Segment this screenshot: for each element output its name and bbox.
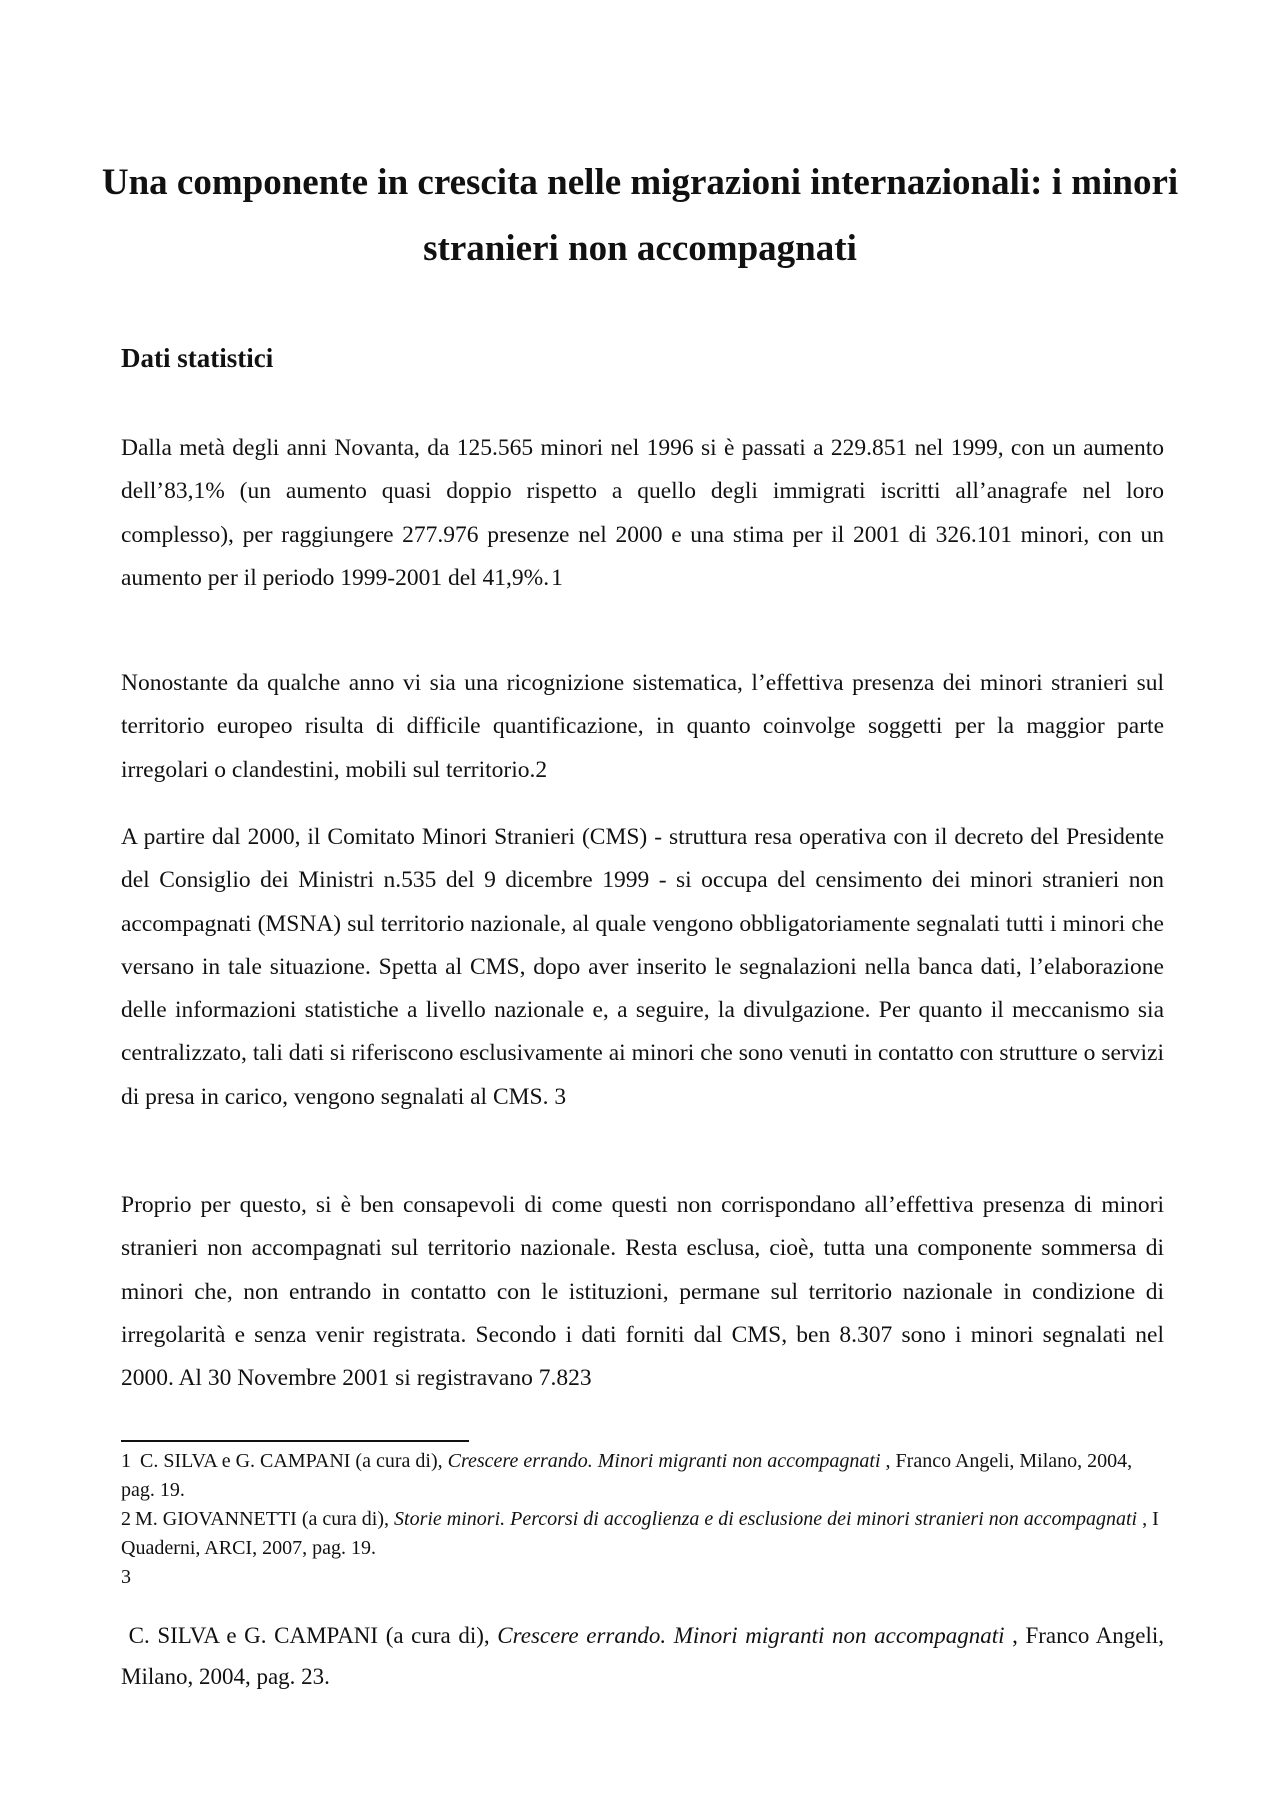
footnote [121,1505,1164,1563]
footnote-work-title: Crescere errando. Minori migranti non accompagnati [497,1623,1005,1648]
paragraph-text: Dalla metà degli anni Novanta, da 125.565 minori nel 1996 si è passati a 229.851 nel 1999, con un aumento dell’83,1% (un aumento quasi doppio rispetto a quello degli immigrati iscritti all’anagrafe nel loro complesso), per raggiungere 277.976 presenze nel 2000 e una stima per il 2001 di 326.101 minori, con un aumento per il periodo 1999-2001 del 41,9%. [121,435,1164,591]
footnote-reference: 2 [535,756,548,783]
footnote-publication: , Franco Angeli, Milano, 2004, pag. 19. [121,1450,1133,1501]
footnote [121,1615,1164,1697]
footnote-publication: , Franco Angeli, Milano, 2004, pag. 23. [121,1623,1165,1689]
document-title: Una componente in crescita nelle migrazioni internazionali: i minori stranieri non accompagnati [101,162,1179,269]
footnote-work-title: Crescere errando. Minori migranti non accompagnati [447,1450,881,1472]
paragraph-text: Nonostante da qualche anno vi sia una ricognizione sistematica, l’effettiva presenza dei minori stranieri sul territorio europeo risulta di difficile quantificazione, in quanto coinvolge soggetti per la maggior parte irregolari o clandestini, mobili sul territorio. [121,670,1164,783]
paragraph [121,1184,1164,1400]
paragraph [121,662,1164,792]
footnote-reference: 3 [554,1083,567,1110]
footnote-number: 3 [121,1566,131,1588]
paragraph-text: Proprio per questo, si è ben consapevoli di come questi non corrispondano all’effettiva presenza di minori stranieri non accompagnati sul territorio nazionale. Resta esclusa, cioè, tutta una componente sommersa di minori che, non entrando in contatto con le istituzioni, permane sul territorio nazionale in condizione di irregolarità e senza venir registrata. Secondo i dati forniti dal CMS, ben 8.307 sono i minori segnalati nel 2000. Al 30 Novembre 2001 si registravano 7.823 [121,1192,1164,1392]
footnote-number: 1 [121,1450,131,1472]
footnote-reference: 1 [551,564,563,591]
footnote [121,1447,1164,1505]
section-heading: Dati statistici [121,343,274,373]
footnote-separator [121,1440,469,1442]
footnote-authors: C. SILVA e G. CAMPANI (a cura di), [128,1623,490,1648]
paragraph [121,816,1164,1119]
paragraph-text: A partire dal 2000, il Comitato Minori Stranieri (CMS) - struttura resa operativa con il decreto del Presidente del Consiglio dei Ministri n.535 del 9 dicembre 1999 - si occupa del censimento dei minori stranieri non accompagnati (MSNA) sul territorio nazionale, al quale vengono obbligatoriamente segnalati tutti i minori che versano in tale situazione. Spetta al CMS, dopo aver inserito le segnalazioni nella banca dati, l’elaborazione delle informazioni statistiche a livello nazionale e, a seguire, la divulgazione. Per quanto il meccanismo sia centralizzato, tali dati si riferiscono esclusivamente ai minori che sono venuti in contatto con strutture o servizi di presa in carico, vengono segnalati al CMS. [121,824,1164,1110]
footnote-authors: C. SILVA e G. CAMPANI (a cura di), [140,1450,443,1472]
footnote-authors: M. GIOVANNETTI (a cura di), [135,1508,390,1530]
footnote-number: 2 [121,1508,131,1530]
footnote-work-title: Storie minori. Percorsi di accoglienza e di esclusione dei minori stranieri non accompagnati [394,1508,1138,1530]
paragraph [121,427,1164,600]
footnote-publication: , I Quaderni, ARCI, 2007, pag. 19. [121,1508,1159,1559]
